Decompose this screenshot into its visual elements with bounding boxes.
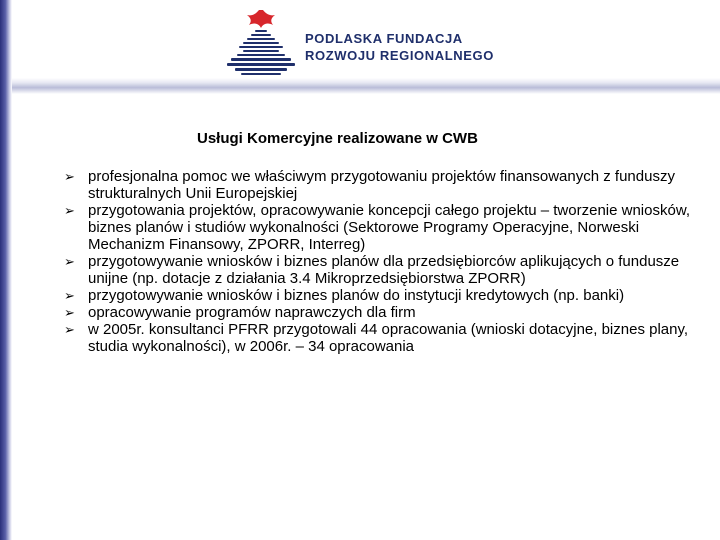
arrowhead-bullet-icon: ➢ [64,254,75,269]
list-item [64,321,704,355]
list-item [64,168,704,202]
list-item-text: przygotowywanie wniosków i biznes planów dla przedsiębiorców aplikujących o fundusze unijne (np. dotacje z działania 3.4 Mikroprzedsiębiorstwa ZPORR) [88,253,680,287]
logo-line-1: PODLASKA FUNDACJA [305,31,463,46]
logo-text [305,30,494,64]
services-list [64,168,704,355]
foundation-logo [225,6,500,82]
tree-logo-icon [225,6,297,82]
list-item-text: opracowywanie programów naprawczych dla firm [88,304,416,321]
arrowhead-bullet-icon: ➢ [64,288,75,303]
left-decorative-bar [0,0,12,540]
list-item [64,304,704,321]
list-item-text: przygotowywanie wniosków i biznes planów do instytucji kredytowych (np. banki) [88,287,625,304]
arrowhead-bullet-icon: ➢ [64,169,75,184]
arrowhead-bullet-icon: ➢ [64,322,75,337]
logo-line-2: ROZWOJU REGIONALNEGO [305,48,494,63]
list-item-text: w 2005r. konsultanci PFRR przygotowali 44 opracowania (wnioski dotacyjne, biznes plany, studia wykonalności), w 2006r. – 34 opracowania [88,321,689,355]
slide-title: Usługi Komercyjne realizowane w CWB [197,130,478,147]
arrowhead-bullet-icon: ➢ [64,203,75,218]
list-item [64,202,704,253]
list-item-text: przygotowania projektów, opracowywanie koncepcji całego projektu – tworzenie wniosków, biznes planów i studiów wykonalności (Sektorowe Programy Operacyjne, Norweski Mechanizm Finansowy, ZPORR, Interreg) [88,202,690,253]
list-item [64,253,704,287]
list-item [64,287,704,304]
arrowhead-bullet-icon: ➢ [64,305,75,320]
list-item-text: profesjonalna pomoc we właściwym przygotowaniu projektów finansowanych z funduszy strukturalnych Unii Europejskiej [88,168,675,202]
